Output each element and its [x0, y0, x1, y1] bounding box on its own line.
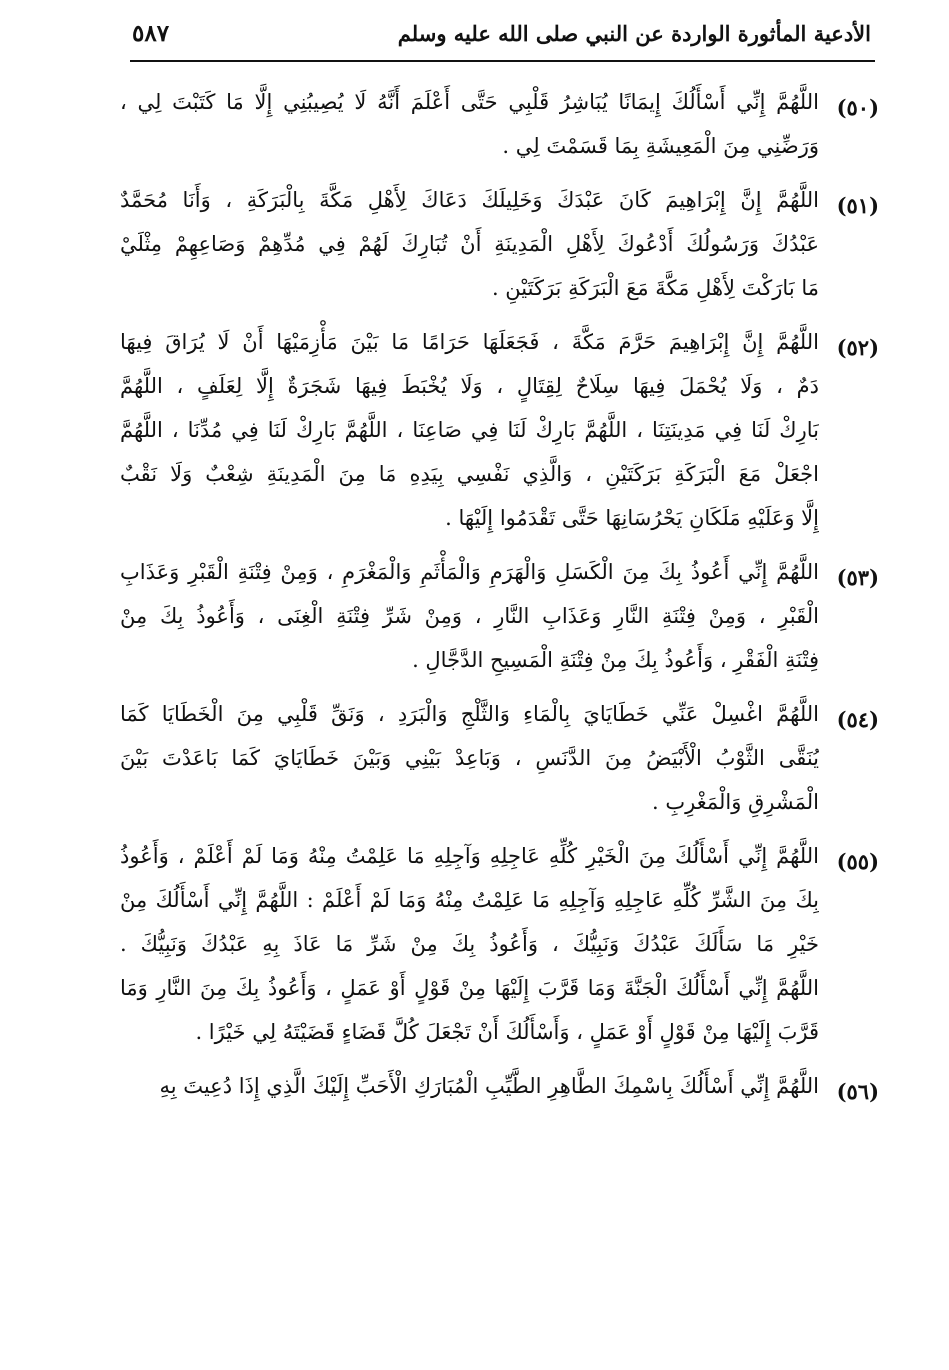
entry-text	[120, 550, 819, 682]
entry-text	[120, 320, 819, 540]
supplication-entry	[120, 834, 879, 1054]
text-line: اللَّهُمَّ إِنِّي أَسْأَلُكَ إِيمَانًا يُبَاشِرُ قَلْبِي حَتَّى أَعْلَمَ أَنَّهُ لَا يُصِيبُنِي إِلَّا مَا كَتَبْتَ لِي ،	[120, 90, 819, 114]
supplication-entry	[120, 178, 879, 310]
supplication-entry	[120, 80, 879, 168]
text-line: بَارِكْ لَنَا فِي مَدِينَتِنَا ، اللَّهُمَّ بَارِكْ لَنَا فِي صَاعِنَا ، اللَّهُمَّ بَارِكْ لَنَا فِي مُدِّنَا ، اللَّهُمَّ	[120, 418, 819, 442]
text-line: اجْعَلْ مَعَ الْبَرَكَةِ بَرَكَتَيْنِ ، وَالَّذِي نَفْسِي بِيَدِهِ مَا مِنَ الْمَدِينَةِ شِعْبٌ وَلَا نَقْبٌ	[120, 462, 819, 486]
text-line: إِلَّا وَعَلَيْهِ مَلَكَانِ يَحْرُسَانِهَا حَتَّى تَقْدَمُوا إِلَيْهَا .	[445, 506, 819, 530]
entry-text	[120, 692, 819, 824]
text-line: اللَّهُمَّ إِنِّي أَسْأَلُكَ الْجَنَّةَ وَمَا قَرَّبَ إِلَيْهَا مِنْ قَوْلٍ أَوْ عَمَلٍ ، وَأَعُوذُ بِكَ مِنَ النَّارِ وَمَا	[120, 976, 819, 1000]
entry-text	[120, 80, 819, 168]
entry-number: (٥٥)	[836, 849, 879, 874]
text-line: قَرَّبَ إِلَيْهَا مِنْ قَوْلٍ أَوْ عَمَلٍ ، وَأَسْأَلُكَ أَنْ تَجْعَلَ كُلَّ قَضَاءٍ قَضَيْتَهُ لِي خَيْرًا .	[195, 1020, 819, 1044]
entry-number: (٥٣)	[836, 565, 879, 590]
text-line: خَيْرِ مَا سَأَلَكَ عَبْدُكَ وَنَبِيُّكَ ، وَأَعُوذُ بِكَ مِنْ شَرِّ مَا عَاذَ بِهِ عَبْدُكَ وَنَبِيُّكَ .	[120, 932, 819, 956]
supplication-entry	[120, 320, 879, 540]
page-body	[120, 80, 879, 1124]
page-header	[132, 10, 871, 56]
text-line: اللَّهُمَّ إِنَّ إِبْرَاهِيمَ حَرَّمَ مَكَّةَ ، فَجَعَلَهَا حَرَامًا مَا بَيْنَ مَأْزِمَيْهَا أَنْ لَا يُرَاقَ فِيهَا	[120, 330, 819, 354]
text-line: بِكَ مِنَ الشَّرِّ كُلِّهِ عَاجِلِهِ وَآجِلِهِ مَا عَلِمْتُ مِنْهُ وَمَا لَمْ أَعْلَمْ : اللَّهُمَّ إِنِّي أَسْأَلُكَ مِنْ	[120, 888, 819, 912]
text-line: فِتْنَةِ الْفَقْرِ ، وَأَعُوذُ بِكَ مِنْ فِتْنَةِ الْمَسِيحِ الدَّجَّالِ .	[412, 648, 819, 672]
text-line: وَرَضِّنِي مِنَ الْمَعِيشَةِ بِمَا قَسَمْتَ لِي .	[502, 134, 819, 158]
text-line: عَبْدُكَ وَرَسُولُكَ أَدْعُوكَ لِأَهْلِ الْمَدِينَةِ أَنْ تُبَارِكَ لَهُمْ فِي مُدِّهِمْ وَصَاعِهِمْ مِثْلَيْ	[120, 232, 819, 256]
supplication-entry	[120, 1064, 879, 1114]
entry-number: (٥٢)	[836, 335, 879, 360]
header-rule	[130, 60, 875, 62]
text-line: دَمٌ ، وَلَا يُحْمَلَ فِيهَا سِلَاحٌ لِقِتَالٍ ، وَلَا يُخْبَطَ فِيهَا شَجَرَةٌ إِلَّا لِعَلَفٍ ، اللَّهُمَّ	[120, 374, 819, 398]
entry-text	[120, 834, 819, 1054]
text-line: اللَّهُمَّ إِنِّي أَعُوذُ بِكَ مِنَ الْكَسَلِ وَالْهَرَمِ وَالْمَأْثَمِ وَالْمَغْرَمِ ، وَمِنْ فِتْنَةِ الْقَبْرِ وَعَذَابِ	[120, 560, 819, 584]
entry-number: (٥٠)	[836, 95, 879, 120]
page-number: ٥٨٧	[132, 19, 170, 47]
entry-text	[120, 1064, 819, 1114]
text-line: اللَّهُمَّ إِنِّي أَسْأَلُكَ مِنَ الْخَيْرِ كُلِّهِ عَاجِلِهِ وَآجِلِهِ مَا عَلِمْتُ مِنْهُ وَمَا لَمْ أَعْلَمْ ، وَأَعُوذُ	[120, 844, 819, 868]
text-line: الْقَبْرِ ، وَمِنْ فِتْنَةِ النَّارِ وَعَذَابِ النَّارِ ، وَمِنْ شَرِّ فِتْنَةِ الْغِنَى ، وَأَعُوذُ بِكَ مِنْ	[120, 604, 819, 628]
supplication-entry	[120, 692, 879, 824]
entry-number: (٥١)	[836, 193, 879, 218]
entry-number: (٥٤)	[836, 707, 879, 732]
text-line: مَا بَارَكْتَ لِأَهْلِ مَكَّةَ مَعَ الْبَرَكَةِ بَرَكَتَيْنِ .	[491, 276, 819, 300]
text-line: اللَّهُمَّ اغْسِلْ عَنِّي خَطَايَايَ بِالْمَاءِ وَالثَّلْجِ وَالْبَرَدِ ، وَنَقِّ قَلْبِي مِنَ الْخَطَايَا كَمَا	[120, 702, 819, 726]
entry-text	[120, 178, 819, 310]
text-line: يُنَقَّى الثَّوْبُ الْأَبْيَضُ مِنَ الدَّنَسِ ، وَبَاعِدْ بَيْنِي وَبَيْنَ خَطَايَايَ كَمَا بَاعَدْتَ بَيْنَ	[120, 746, 819, 770]
text-line: اللَّهُمَّ إِنِّي أَسْأَلُكَ بِاسْمِكَ الطَّاهِرِ الطَّيِّبِ الْمُبَارَكِ الْأَحَبِّ إِلَيْكَ الَّذِي إِذَا دُعِيتَ بِهِ	[159, 1074, 819, 1098]
supplication-entry	[120, 550, 879, 682]
text-line: الْمَشْرِقِ وَالْمَغْرِبِ .	[651, 790, 819, 814]
text-line: اللَّهُمَّ إِنَّ إِبْرَاهِيمَ كَانَ عَبْدَكَ وَخَلِيلَكَ دَعَاكَ لِأَهْلِ مَكَّةَ بِالْبَرَكَةِ ، وَأَنَا مُحَمَّدٌ	[120, 188, 819, 212]
entry-number: (٥٦)	[836, 1079, 879, 1104]
running-title: الأدعية المأثورة الواردة عن النبي صلى الله عليه وسلم	[397, 20, 871, 46]
